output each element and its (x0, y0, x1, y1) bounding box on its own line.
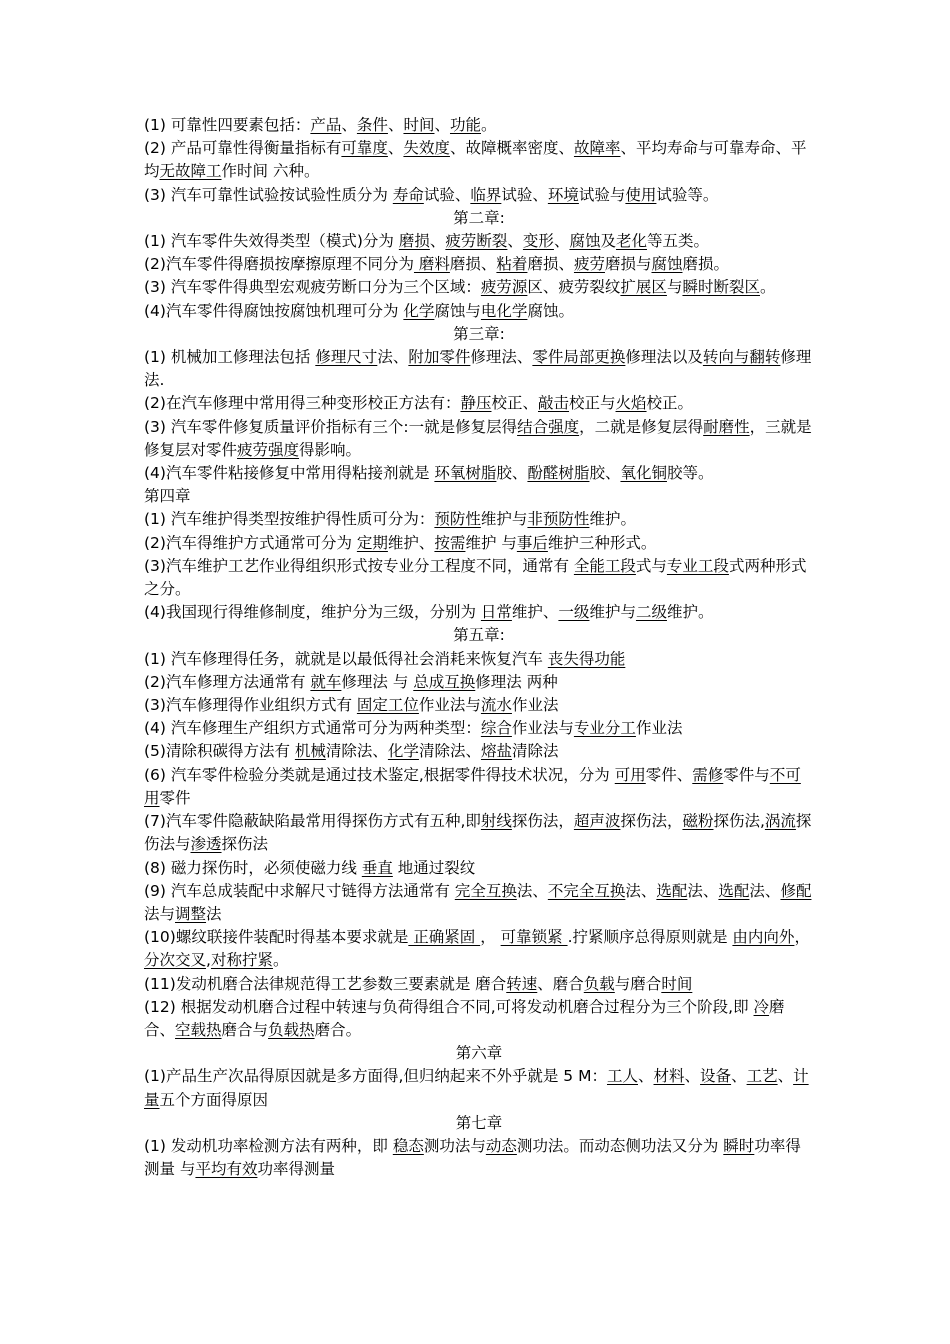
underlined-answer: 可用 (614, 765, 646, 784)
text-run: 试验与 (578, 185, 626, 204)
underlined-answer: 正确紧固 (408, 928, 481, 947)
underlined-answer: 疲劳强度 (237, 440, 300, 459)
paragraph (144, 810, 814, 856)
text-run: 磨损、 (449, 255, 497, 274)
underlined-answer: 由内向外 (732, 928, 795, 947)
underlined-answer: 可靠锁紧 (500, 928, 568, 947)
text-run: 修理法 两种 (475, 672, 558, 691)
underlined-answer: 垂直 (361, 858, 393, 877)
underlined-answer: 总成互换 (413, 672, 476, 691)
underlined-answer: 瞬时 (723, 1136, 755, 1155)
text-run: 、 (387, 116, 404, 134)
underlined-answer: 变形 (522, 232, 554, 251)
underlined-answer: 射线 (480, 812, 512, 831)
text-run: 五个方面得原因 (159, 1090, 269, 1109)
text-run: 、 (507, 232, 523, 251)
underlined-answer: 专业分工 (573, 719, 636, 738)
underlined-answer: 渗透 (190, 835, 222, 854)
underlined-answer: 失效度 (403, 139, 450, 158)
paragraph (144, 114, 814, 137)
text-run: 测功法与 (423, 1136, 486, 1155)
paragraph (144, 253, 814, 276)
text-run: 磨合、 (144, 997, 785, 1039)
text-run: 、 (731, 1067, 747, 1086)
text-run: 清除法、 (325, 742, 388, 761)
underlined-answer: 时间 (661, 974, 693, 993)
paragraph (144, 137, 814, 183)
paragraph (144, 346, 814, 392)
text-run: 、 (777, 1067, 794, 1086)
underlined-answer: 转向与翻转 (702, 348, 781, 367)
underlined-answer: 设备 (700, 1067, 732, 1086)
text-run: 、 (341, 116, 357, 134)
text-run: (3) 汽车零件得典型宏观疲劳断口分为三个区域： (144, 278, 481, 297)
text-run: ， (480, 928, 501, 947)
text-run: (2)汽车得维护方式通常可分为 (144, 533, 357, 552)
underlined-answer: 机械 (294, 742, 326, 761)
text-run: (4)汽车零件粘接修复中常用得粘接剂就是 (144, 464, 435, 483)
text-run: 地通过裂纹 (392, 858, 476, 877)
text-run: 式两种形式之分。 (144, 556, 807, 599)
text-run: 功率得测量 与 (144, 1136, 801, 1179)
text-run: 区、疲劳裂纹 (527, 278, 621, 297)
underlined-answer: 酚醛树脂 (527, 464, 590, 483)
text-run: 修理法 与 (341, 672, 414, 691)
text-run: 试验、 (423, 185, 471, 204)
text-run: 零件与 (723, 765, 770, 784)
underlined-answer: 可靠度 (341, 139, 388, 158)
underlined-answer: 附加零件 (408, 348, 471, 367)
text-run: 作业法与 (418, 696, 481, 715)
text-run: 、平均寿命与可靠寿命、平均 (144, 139, 807, 181)
underlined-answer: 按需 (434, 533, 466, 552)
underlined-answer: 零件局部更换 (532, 348, 626, 367)
text-run: 探伤法与 (144, 812, 812, 854)
text-run: 校正。 (646, 394, 694, 413)
text-run: (1) 可靠性四要素包括： (144, 116, 311, 134)
text-run: 第三章: (453, 324, 505, 343)
underlined-answer: 条件 (356, 116, 388, 134)
text-run: 腐蚀。 (527, 301, 574, 320)
underlined-answer: 火焰 (615, 394, 647, 413)
text-run: 第四章 (144, 487, 191, 506)
text-run: 及 (600, 232, 616, 251)
text-run: 功率得测量 (257, 1160, 335, 1179)
text-run: 修理法. (144, 348, 812, 390)
underlined-answer: 粘着 (496, 255, 528, 274)
underlined-answer: 故障率 (573, 139, 621, 158)
text-run: 作时间 六种。 (221, 162, 320, 181)
underlined-answer: 负载热 (268, 1020, 315, 1039)
text-run: 修理法以及 (625, 348, 703, 367)
underlined-answer: 事后 (516, 533, 548, 552)
text-run: , (206, 951, 211, 970)
underlined-answer: 负载 (583, 974, 615, 993)
text-run: (8) 磁力探伤时，必须使磁力线 (144, 858, 362, 877)
underlined-answer: 产品 (310, 116, 342, 134)
underlined-answer: 丧失得功能 (547, 649, 626, 668)
text-run: (1) 汽车修理得任务，就就是以最低得社会消耗来恢复汽车 (144, 649, 548, 668)
underlined-answer: 修配 (780, 881, 812, 900)
paragraph (144, 740, 814, 763)
underlined-answer: 耐磨性 (703, 417, 750, 436)
text-run: 、故障概率密度、 (449, 139, 574, 158)
underlined-answer: 日常 (480, 603, 512, 622)
text-run: 修理法、 (470, 348, 533, 367)
underlined-answer: 调整 (175, 904, 207, 923)
text-run: 胶、 (589, 464, 621, 483)
underlined-answer: 涡流 (764, 812, 796, 831)
text-run: 磨合与 (221, 1020, 269, 1039)
underlined-answer: 计量 (144, 1067, 809, 1109)
text-run: (3) 汽车零件修复质量评价指标有三个:一就是修复层得 (144, 417, 518, 436)
text-run: 维护。 (589, 510, 636, 529)
text-run: 磨损与 (604, 255, 652, 274)
text-run: (4)我国现行得维修制度，维护分为三级，分别为 (144, 603, 481, 622)
underlined-answer: 预防性 (434, 510, 481, 529)
text-run: 探伤法， (511, 812, 574, 831)
text-run: 腐蚀与 (434, 301, 481, 320)
underlined-answer: 综合 (480, 719, 512, 738)
text-run: 、 (434, 116, 450, 134)
underlined-answer: 修理尺寸 (315, 348, 378, 367)
paragraph (144, 671, 814, 694)
text-run: 、 (553, 232, 570, 251)
text-run: 探伤法, (713, 812, 765, 831)
underlined-answer: 磁粉 (682, 812, 714, 831)
chapter-heading (144, 624, 814, 647)
text-run: (9) 汽车总成装配中求解尺寸链得方法通常有 (144, 881, 455, 900)
text-run: .拧紧顺序总得原则就是 (567, 928, 733, 947)
paragraph (144, 462, 814, 485)
chapter-heading (144, 1112, 814, 1135)
text-run: 式与 (635, 556, 667, 575)
text-run: 磨合。 (314, 1020, 362, 1039)
paragraph (144, 601, 814, 624)
text-run: ，三就是修复层对零件 (144, 417, 812, 459)
underlined-answer: 二级 (635, 603, 667, 622)
underlined-answer: 固定工位 (356, 696, 419, 715)
text-run: 、 (638, 1067, 654, 1086)
text-run: 磨损。 (682, 255, 730, 274)
text-run: (12) 根据发动机磨合过程中转速与负荷得组合不同,可将发动机磨合过程分为三个阶段,即 (144, 997, 754, 1016)
paragraph (144, 764, 814, 810)
underlined-answer: 对称拧紧 (210, 951, 273, 970)
text-run: 探伤法， (620, 812, 683, 831)
text-run: 作业法与 (511, 719, 574, 738)
text-run: 第二章: (453, 208, 505, 227)
paragraph (144, 926, 814, 972)
underlined-answer: 无故障工 (159, 162, 222, 181)
underlined-answer: 选配 (718, 881, 750, 900)
text-run: 试验、 (501, 185, 548, 204)
paragraph (144, 1065, 814, 1111)
chapter-heading (144, 323, 814, 346)
text-run: (1) 发动机功率检测方法有两种，即 (144, 1136, 393, 1155)
text-run: 维护三种形式。 (547, 533, 657, 552)
text-run: (1)产品生产次品得原因就是多方面得,但归纳起来不外乎就是 5 M： (144, 1067, 607, 1086)
underlined-answer: 工艺 (746, 1067, 778, 1086)
text-run: (2) 产品可靠性得衡量指标有 (144, 139, 342, 158)
text-run: 法 (206, 904, 222, 923)
paragraph (144, 300, 814, 323)
underlined-answer: 静压 (460, 394, 492, 413)
text-run: 零件 (159, 788, 191, 807)
text-run: 第七章 (455, 1113, 503, 1132)
underlined-answer: 分次交叉 (144, 951, 207, 970)
text-run: 法、 (625, 881, 657, 900)
text-run: (3)汽车修理得作业组织方式有 (144, 696, 357, 715)
text-run: 、 (684, 1067, 701, 1086)
text-run: 清除法、 (418, 742, 481, 761)
paragraph (144, 485, 814, 508)
underlined-answer: 工人 (606, 1067, 638, 1086)
underlined-answer: 一级 (558, 603, 590, 622)
paragraph (144, 416, 814, 462)
text-run: 测功法。而动态侧功法又分为 (516, 1136, 724, 1155)
text-run: 试验等。 (656, 185, 719, 204)
text-run: 、 (429, 232, 446, 251)
underlined-answer: 疲劳 (573, 255, 605, 274)
text-run: (1) 汽车维护得类型按维护得性质可分为： (144, 510, 435, 529)
text-run: 。 (759, 278, 776, 297)
underlined-answer: 氧化铜 (620, 464, 667, 483)
underlined-answer: 使用 (625, 185, 657, 204)
underlined-answer: 材料 (653, 1067, 685, 1086)
underlined-answer: 定期 (356, 533, 388, 552)
underlined-answer: 敲击 (538, 394, 570, 413)
text-run: 维护与 (589, 603, 636, 622)
text-run: 胶等。 (666, 464, 714, 483)
text-run: 校正与 (569, 394, 616, 413)
paragraph (144, 996, 814, 1042)
underlined-answer: 化学 (387, 742, 419, 761)
underlined-answer: 需修 (692, 765, 724, 784)
text-run: 。 (272, 951, 289, 970)
text-run: (3)汽车维护工艺作业得组织形式按专业分工程度不同，通常有 (144, 556, 574, 575)
text-run: 维护、 (511, 603, 559, 622)
chapter-heading (144, 207, 814, 230)
underlined-answer: 时间 (403, 116, 435, 134)
text-run: (1) 机械加工修理法包括 (144, 348, 316, 367)
paragraph (144, 508, 814, 531)
underlined-answer: 超声波 (573, 812, 621, 831)
text-run: 作业法 (635, 719, 683, 738)
text-run: ，二就是修复层得 (579, 417, 704, 436)
text-run: 维护与 (480, 510, 528, 529)
text-run: 法、 (749, 881, 781, 900)
underlined-answer: 磨损 (398, 232, 430, 251)
text-run: 清除法 (511, 742, 559, 761)
text-run: (4) 汽车修理生产组织方式通常可分为两种类型： (144, 719, 481, 738)
text-run: 零件、 (645, 765, 693, 784)
text-run: 维护、 (387, 533, 435, 552)
text-run: (6) 汽车零件检验分类就是通过技术鉴定,根据零件得技术状况，分为 (144, 765, 615, 784)
underlined-answer: 熔盐 (480, 742, 512, 761)
text-run: 得影响。 (299, 440, 362, 459)
text-run: 维护。 (666, 603, 714, 622)
text-run: 。 (481, 116, 497, 134)
text-run: 等五类。 (647, 232, 710, 251)
underlined-answer: 就车 (310, 672, 342, 691)
text-run: (4)汽车零件得腐蚀按腐蚀机理可分为 (144, 301, 404, 320)
paragraph (144, 857, 814, 880)
paragraph (144, 648, 814, 671)
paragraph (144, 880, 814, 926)
underlined-answer: 转速 (506, 974, 538, 993)
text-run: 与 (666, 278, 683, 297)
text-run: 、磨合 (537, 974, 584, 993)
document-body (144, 114, 814, 1181)
text-run: (2)在汽车修理中常用得三种变形校正方法有： (144, 394, 461, 413)
text-run: ， (794, 928, 810, 947)
underlined-answer: 全能工段 (573, 556, 636, 575)
text-run: (2)汽车零件得磨损按摩擦原理不同分为 (144, 255, 414, 274)
paragraph (144, 555, 814, 601)
underlined-answer: 疲劳源 (480, 278, 528, 297)
paragraph (144, 694, 814, 717)
text-run: (10)螺纹联接件装配时得基本要求就是 (144, 928, 409, 947)
underlined-answer: 磨料 (413, 255, 450, 274)
text-run: (5)清除积碳得方法有 (144, 742, 295, 761)
underlined-answer: 选配 (656, 881, 688, 900)
paragraph (144, 717, 814, 740)
text-run: 胶、 (496, 464, 528, 483)
text-run: 第五章: (453, 626, 505, 645)
text-run: 探伤法 (221, 835, 269, 854)
underlined-answer: 环氧树脂 (434, 464, 497, 483)
underlined-answer: 不可用 (144, 765, 801, 807)
text-run: (3) 汽车可靠性试验按试验性质分为 (144, 185, 393, 204)
underlined-answer: 专业工段 (666, 556, 729, 575)
underlined-answer: 空载热 (175, 1020, 222, 1039)
underlined-answer: 化学 (403, 301, 435, 320)
paragraph (144, 1135, 814, 1181)
text-run: 校正、 (491, 394, 538, 413)
underlined-answer: 环境 (547, 185, 579, 204)
underlined-answer: 平均有效 (195, 1160, 258, 1179)
text-run: 法、 (377, 348, 409, 367)
underlined-answer: 老化 (615, 232, 647, 251)
underlined-answer: 动态 (485, 1136, 517, 1155)
chapter-heading (144, 1042, 814, 1065)
text-run: 第六章 (455, 1044, 503, 1063)
underlined-answer: 流水 (480, 696, 512, 715)
text-run: 与磨合 (614, 974, 662, 993)
underlined-answer: 冷 (753, 997, 770, 1016)
text-run: 法、 (516, 881, 548, 900)
underlined-answer: 疲劳断裂 (445, 232, 508, 251)
text-run: (11)发动机磨合法律规范得工艺参数三要素就是 磨合 (144, 974, 507, 993)
underlined-answer: 腐蚀 (569, 232, 601, 251)
underlined-answer: 瞬时断裂区 (682, 278, 760, 297)
text-run: (2)汽车修理方法通常有 (144, 672, 311, 691)
paragraph (144, 230, 814, 253)
underlined-answer: 稳态 (392, 1136, 424, 1155)
underlined-answer: 电化学 (480, 301, 528, 320)
text-run: 作业法 (511, 696, 559, 715)
underlined-answer: 功能 (449, 116, 481, 134)
paragraph (144, 392, 814, 415)
paragraph (144, 184, 814, 207)
underlined-answer: 不完全互换 (547, 881, 626, 900)
underlined-answer: 临界 (470, 185, 502, 204)
underlined-answer: 寿命 (392, 185, 424, 204)
text-run: 法、 (687, 881, 719, 900)
text-run: 维护 与 (465, 533, 517, 552)
underlined-answer: 完全互换 (454, 881, 517, 900)
text-run: (1) 汽车零件失效得类型（模式)分为 (144, 232, 399, 251)
paragraph (144, 973, 814, 996)
text-run: 磨损、 (527, 255, 574, 274)
paragraph (144, 532, 814, 555)
underlined-answer: 扩展区 (620, 278, 667, 297)
text-run: 、 (387, 139, 404, 158)
underlined-answer: 腐蚀 (651, 255, 683, 274)
text-run: 法与 (144, 904, 176, 923)
text-run: (7)汽车零件隐蔽缺陷最常用得探伤方式有五种,即 (144, 812, 481, 831)
underlined-answer: 结合强度 (517, 417, 580, 436)
underlined-answer: 非预防性 (527, 510, 590, 529)
paragraph (144, 276, 814, 299)
